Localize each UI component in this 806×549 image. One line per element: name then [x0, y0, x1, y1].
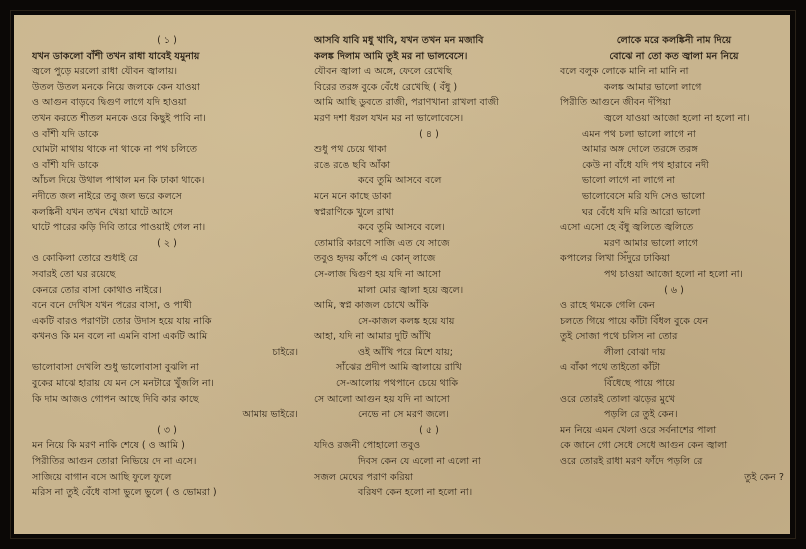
lyric-line: তোমারি কারণে সাজি এত যে সাজে [314, 237, 450, 249]
lyric-line: কি দাম আজও গোপন আছে দিবি কার কাছে [32, 393, 199, 405]
lyric-line: পিরীতি আগুনে জীবন দঁপিয়া [560, 97, 671, 109]
verse-number: ( ১ ) [157, 35, 177, 46]
lyric-line: মন নিয়ে এমন খেলা ওরে সর্বনাশের পালা [560, 424, 717, 436]
lyric-line: যদিও রজনী পোহালো তবুও [314, 440, 421, 452]
lyric-line: ভালোবেসে মরি যদি সেও ভালো [582, 190, 705, 202]
lyric-line: রঙে রঙে ছবি আঁকা [314, 159, 391, 171]
lyric-line: সে-আলোয় পথপানে চেয়ে থাকি [336, 378, 459, 390]
lyric-line: ও কোকিলা তোরে শুধাই রে [32, 253, 138, 265]
lyric-line: জ্বলে পুড়ে মরলো রাধা যৌবন জ্বালায়। [32, 66, 178, 78]
lyric-line: ঘোমটা মাথায় থাকে না থাকে না পথ চলিতে [32, 144, 198, 156]
lyric-line: বোঝে না তো কত জ্বালা মন নিয়ে [609, 50, 739, 62]
lyric-line: সবারই তো ঘর রয়েছে [32, 268, 116, 280]
lyric-line: মনে মনে কাছে ডাকা [314, 190, 392, 202]
lyric-line: দিবস কেন যে এলো না এলো না [358, 456, 481, 468]
lyric-line: পথ চাওয়া আজো হলো না হলো না। [604, 268, 743, 280]
lyric-line: কবে তুমি আসবে বলে [358, 175, 442, 187]
verse-number: ( ২ ) [157, 237, 177, 249]
lyric-line: মরণ দশা ধরল যখন মর না ভালোবেসে। [314, 112, 464, 124]
lyric-line: ওরে তোরই তোলা ঝড়ের মুখে [560, 393, 676, 405]
lyric-line: তুই কেন ? [744, 471, 784, 483]
lyric-line: মন নিয়ে কি মরণ নাকি শেষে ( ও আমি ) [32, 440, 185, 452]
lyric-line: উতল উতল মনকে নিয়ে জলকে কেন যাওয়া [32, 81, 200, 93]
lyric-line: কে জানে গো সেধে সেধে আগুন কেন জ্বালা [560, 440, 728, 452]
lyric-line: ভালোবাসা দেখলি শুধু ভালোবাসা বুঝলি না [32, 362, 199, 374]
lyric-line: আমি, স্বপ্ন কাজল চোখে আঁকি [314, 300, 429, 312]
lyric-line: আমি আছি ডুবতে রাজী, পরাণখানা রাখলা বাজী [314, 97, 499, 109]
lyric-line: মরিস না তুই বেঁধে বাসা ভুলে ভুলে ( ও ভোমরা ) [32, 487, 217, 499]
lyric-line: পিরীতির আগুন তোরা নিভিয়ে দে না এসে। [32, 456, 197, 468]
lyric-line: সে-কাজল কলঙ্ক হয়ে যায় [358, 315, 455, 327]
lyric-line: কখনও কি মন বলে না এমনি বাসা একটি আমি [32, 331, 208, 343]
lyric-line: সাঁঝের প্রদীপ আমি জ্বালায়ে রাখি [336, 362, 462, 374]
lyric-line: স্বপ্নরাণিকে খুলে রাখা [314, 206, 394, 218]
lyric-line: মরণ আমার ভালো লাগে [604, 237, 698, 249]
lyric-line: আঁচল দিয়ে উথাল পাথাল মন কি ঢাকা থাকে। [32, 175, 205, 187]
lyric-line: তখন করতে শীতল মনকে ওরে কিছুই পাবি না। [32, 112, 206, 124]
lyric-line: কলঙ্কিনী যখন তখন খেয়া ঘাটে আসে [32, 206, 173, 218]
lyric-line: সে আলো আগুন হয় যদি না আসো [314, 393, 450, 405]
lyric-line: কেনরে তোর বাসা কোথাও নাইরে। [32, 284, 162, 296]
lyrics-column-right [560, 33, 788, 485]
lyric-line: পড়লি রে তুই কেন। [604, 409, 678, 421]
lyric-line: বিরের তরঙ্গ বুকে বেঁধে রেখেছি ( বঁধু ) [314, 81, 458, 93]
lyric-line: মালা মোর জ্বালা হয়ে জ্বলে। [358, 284, 464, 296]
lyric-line: এ বাঁকা পথে তাইতো কাঁটা [560, 362, 661, 374]
lyric-line: নদীতে জল নাইরে তবু জল ভরে কলসে [32, 190, 182, 202]
verse-number: ( ৪ ) [419, 128, 439, 140]
verse-number: ( ৩ ) [157, 424, 177, 436]
lyric-line: নেভে না সে মরণ জলে। [358, 409, 449, 421]
lyric-line: বিঁধেছে পায়ে পায়ে [604, 378, 675, 390]
lyrics-column-middle [314, 33, 544, 501]
lyric-line: বলে বলুক লোকে মানি না মানি না [560, 66, 689, 78]
lyric-line: আমার অঙ্গ দোলে তরঙ্গে তরঙ্গ [582, 144, 698, 156]
lyric-line: লোকে মরে কলঙ্কিনী নাম দিয়ে [616, 35, 732, 46]
lyric-line: এমন পথ চলা ভালো লাগে না [582, 128, 696, 140]
lyric-line: বনে বনে দেখিস যখন পরের বাসা, ও পাখী [32, 300, 192, 312]
lyric-line: ঘর বেঁধে যদি মরি আরো ভালো [582, 206, 701, 218]
lyric-line: এসো এসো হে বঁধু জ্বলিতে জ্বলিতে [560, 222, 694, 234]
lyric-line: একটি বারও পরাণটা তোর উদাস হয়ে যায় নাকি [32, 315, 212, 327]
lyric-line: জ্বলে যাওয়া আজো হলো না হলো না। [604, 112, 750, 124]
lyric-line: লীলা বোঝা দায় [604, 346, 666, 358]
lyric-line: ওরে তোরই রাধা মরণ ফাঁদে পড়লি রে [560, 456, 703, 468]
lyric-line: ও বাঁশী যদি ডাকে [32, 159, 99, 171]
verse-number: ( ৫ ) [419, 424, 439, 436]
lyric-line: ও রাহে থমকে গেলি কেন [560, 300, 655, 312]
lyric-line: কলঙ্ক দিলাম আমি তুই মর না ভালবেসে। [314, 50, 468, 62]
lyric-line: ওই আঁখি পরে মিশে যায়; [358, 346, 453, 358]
lyric-line: শুধু পথ চেয়ে থাকা [314, 144, 387, 156]
lyric-line: সে-লাজ দ্বিগুণ হয় যদি না আসো [314, 268, 441, 280]
verse-number: ( ৬ ) [664, 284, 684, 296]
lyrics-sheet [14, 15, 790, 534]
lyric-line: কলঙ্ক আমার ভালো লাগে [604, 81, 702, 93]
lyrics-column-left [32, 33, 302, 501]
lyric-line: চাইরে। [272, 346, 298, 358]
lyric-line: আমায় ভাইরে। [242, 409, 298, 421]
lyric-line: ও আগুন বাড়বে দ্বিগুণ লাগে যদি হাওয়া [32, 97, 187, 109]
lyric-line: কবে তুমি আসবে বলে। [358, 222, 445, 234]
lyric-line: ভালো লাগে না লাগে না [582, 175, 676, 187]
lyric-line: তবুও হৃদয় কাঁপে এ কোন্ লাজে [314, 253, 436, 265]
lyric-line: আহা, যদি না আমার দুটি আঁখি [314, 331, 431, 343]
lyric-line: সজল মেঘের পরাণ করিয়া [314, 471, 414, 483]
lyric-line: ঘাটে পারের কড়ি দিবি তারে পাওয়াই গেল না। [32, 222, 206, 234]
lyric-line: ও বাঁশী যদি ডাকে [32, 128, 99, 140]
lyric-line: কপালের লিখা সিঁদুরে ঢাকিয়া [560, 253, 670, 265]
lyric-line: যৌবন জ্বালা এ অঙ্গে, ফেলে রেখেছি [314, 66, 452, 78]
lyric-line: বরিষণ কেন হলো না হলো না। [358, 487, 473, 499]
lyric-line: সাজিয়ে বাগান বসে আছি ফুলে ফুলে [32, 471, 172, 483]
lyric-line: আসবি যাবি মধু খাবি, যখন তখন মন মজাবি [314, 35, 484, 46]
lyric-line: চলতে গিয়ে পায়ে কাঁটা বিঁধল বুকে যেন [560, 315, 709, 327]
lyric-line: তুই সোজা পথে চলিস না তোর [560, 331, 678, 343]
lyric-line: কেউ না বাঁধে যদি পথ হারাবে নদী [582, 159, 709, 171]
lyric-line: যখন ডাকলো বাঁশী তখন রাধা যাবেই যমুনায় [32, 50, 200, 62]
lyric-line: বুকের মাঝে হারায় যে মন সে মনটারে খুঁজলি না। [32, 378, 214, 390]
